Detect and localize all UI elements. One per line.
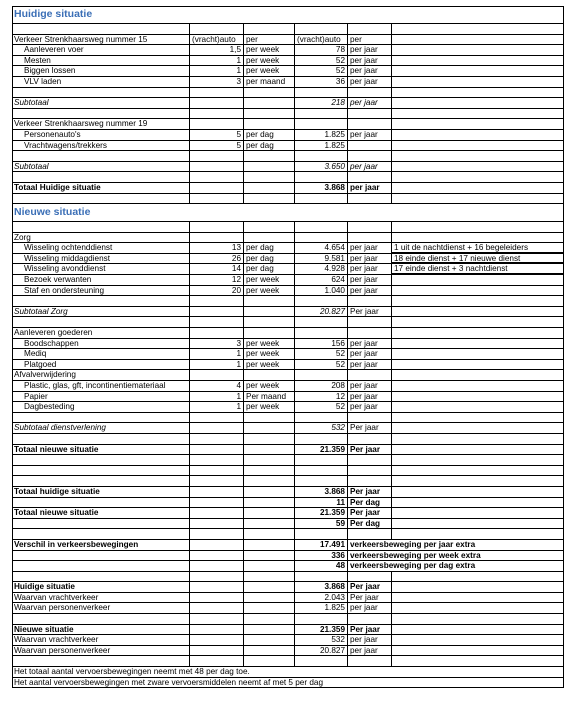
row-label: Boodschappen [12, 339, 190, 349]
row-unit [348, 141, 392, 151]
road-row: Verkeer Strenkhaarsweg nummer 19 [12, 119, 564, 130]
row-count: 5 [190, 130, 244, 140]
row-label: Wisseling ochtenddienst [12, 243, 190, 253]
row-total: 156 [295, 339, 348, 349]
blank-row [12, 455, 564, 466]
summary-row: 59 Per dag [12, 519, 564, 530]
blank-row [12, 434, 564, 445]
row-label: Wisseling avonddienst [12, 264, 190, 274]
table-row [12, 381, 564, 392]
blank-row [12, 24, 564, 35]
blank-row [12, 109, 564, 120]
row-total: 9.581 [295, 254, 348, 264]
section-title: Nieuwe situatie [14, 206, 91, 219]
table-row [12, 264, 564, 275]
row-label: Wisseling middagdienst [12, 254, 190, 264]
table-row [12, 286, 564, 297]
row-label: Staf en ondersteuning [12, 286, 190, 296]
row-label: Dagbesteding [12, 402, 190, 412]
row-period: per dag [244, 243, 295, 253]
row-period: per week [244, 339, 295, 349]
row-count: 13 [190, 243, 244, 253]
blank-row [12, 614, 564, 625]
row-label: Mesten [12, 56, 190, 66]
row-period: per dag [244, 141, 295, 151]
subtotal-row: Subtotaal 3.650 per jaar [12, 162, 564, 173]
row-period: per dag [244, 254, 295, 264]
total-row: Totaal Huidige situatie 3.868 per jaar [12, 183, 564, 194]
row-label: Mediq [12, 349, 190, 359]
summary-row: Totaal nieuwe situatie 21.359 Per jaar [12, 508, 564, 519]
col-per2: per [348, 35, 392, 45]
row-period: per week [244, 360, 295, 370]
table-row [12, 141, 564, 152]
breakdown-row: Nieuwe situatie 21.359 Per jaar [12, 625, 564, 636]
row-period: per week [244, 286, 295, 296]
blank-row [12, 413, 564, 424]
blank-row [12, 572, 564, 583]
row-total: 78 [295, 45, 348, 55]
footer-row [12, 678, 564, 689]
row-total: 1.825 [295, 130, 348, 140]
row-period: Per maand [244, 392, 295, 402]
row-label: Plastic, glas, gft, incontinentiemateriaal [12, 381, 190, 391]
subtotal-row: Subtotaal 218 per jaar [12, 98, 564, 109]
table-row [12, 339, 564, 350]
footer-row [12, 667, 564, 678]
row-count: 20 [190, 286, 244, 296]
row-total: 1.040 [295, 286, 348, 296]
difference-row: 48 verkeersbeweging per dag extra [12, 561, 564, 572]
summary-row: Totaal huidige situatie 3.868 Per jaar [12, 487, 564, 498]
blank-row [12, 172, 564, 183]
row-count: 1,5 [190, 45, 244, 55]
row-unit: per jaar [348, 402, 392, 412]
row-count: 1 [190, 360, 244, 370]
row-unit: per jaar [348, 45, 392, 55]
table-row [12, 243, 564, 254]
row-period: per maand [244, 77, 295, 87]
row-total: 36 [295, 77, 348, 87]
road-label: Verkeer Strenkhaarsweg nummer 15 [12, 35, 190, 45]
blank-row [12, 656, 564, 667]
row-total: 624 [295, 275, 348, 285]
total-row: Totaal nieuwe situatie 21.359 Per jaar [12, 445, 564, 456]
row-period: per week [244, 66, 295, 76]
difference-row: 336 verkeersbeweging per week extra [12, 551, 564, 562]
table-row [12, 77, 564, 88]
blank-row [12, 476, 564, 487]
footer-line: Het totaal aantal vervoersbewegingen neemt met 48 per dag toe. [14, 667, 250, 677]
col-per: per [244, 35, 295, 45]
blank-row [12, 88, 564, 99]
group-row: Zorg [12, 233, 564, 244]
col-auto2: (vracht)auto [295, 35, 348, 45]
spreadsheet [12, 6, 564, 688]
footer-line: Het aantal vervoersbewegingen met zware vervoersmiddelen neemt af met 5 per dag [14, 677, 324, 687]
row-total: 52 [295, 360, 348, 370]
blank-row [12, 222, 564, 233]
row-period: per dag [244, 130, 295, 140]
row-count: 3 [190, 77, 244, 87]
row-unit: per jaar [348, 264, 392, 274]
row-period: per week [244, 402, 295, 412]
row-label: Personenauto's [12, 130, 190, 140]
row-unit: per jaar [348, 286, 392, 296]
row-total: 12 [295, 392, 348, 402]
table-row [12, 254, 564, 265]
row-note: 17 einde dienst + 3 nachtdienst [392, 264, 564, 274]
blank-row [12, 466, 564, 477]
col-auto: (vracht)auto [190, 35, 244, 45]
blank-row [12, 296, 564, 307]
table-row [12, 392, 564, 403]
row-total: 52 [295, 402, 348, 412]
row-label: Aanleveren voer [12, 45, 190, 55]
row-total: 52 [295, 349, 348, 359]
row-label: Bezoek verwanten [12, 275, 190, 285]
row-unit: per jaar [348, 360, 392, 370]
row-note [392, 275, 564, 285]
summary-row: 11 Per dag [12, 498, 564, 509]
row-count: 1 [190, 349, 244, 359]
row-unit: per jaar [348, 349, 392, 359]
row-unit: per jaar [348, 381, 392, 391]
row-label: VLV laden [12, 77, 190, 87]
row-unit: per jaar [348, 392, 392, 402]
row-count: 5 [190, 141, 244, 151]
row-total: 208 [295, 381, 348, 391]
table-row [12, 349, 564, 360]
section-header-nieuw [12, 204, 564, 222]
row-note: 1 uit de nachtdienst + 16 begeleiders [392, 243, 564, 253]
row-total: 52 [295, 56, 348, 66]
row-unit: per jaar [348, 243, 392, 253]
row-period: per week [244, 45, 295, 55]
row-label: Platgoed [12, 360, 190, 370]
group-row: Aanleveren goederen [12, 328, 564, 339]
breakdown-row: Waarvan vrachtverkeer 2.043 Per jaar [12, 593, 564, 604]
blank-row [12, 194, 564, 205]
table-row [12, 402, 564, 413]
row-unit: per jaar [348, 66, 392, 76]
row-unit: per jaar [348, 77, 392, 87]
subtotal-row: Subtotaal Zorg 20.827 Per jaar [12, 307, 564, 318]
difference-row: Verschil in verkeersbewegingen 17.491 verkeersbeweging per jaar extra [12, 540, 564, 551]
table-row [12, 66, 564, 77]
table-row [12, 130, 564, 141]
row-total: 52 [295, 66, 348, 76]
group-row: Afvalverwijdering [12, 370, 564, 381]
row-count: 1 [190, 402, 244, 412]
breakdown-row: Waarvan vrachtverkeer 532 per jaar [12, 635, 564, 646]
row-label: Papier [12, 392, 190, 402]
row-count: 14 [190, 264, 244, 274]
section-header-huidig [12, 6, 564, 24]
table-row [12, 56, 564, 67]
breakdown-row: Huidige situatie 3.868 Per jaar [12, 582, 564, 593]
row-count: 1 [190, 56, 244, 66]
row-count: 4 [190, 381, 244, 391]
row-count: 12 [190, 275, 244, 285]
subtotal-row: Subtotaal dienstverlening 532 Per jaar [12, 423, 564, 434]
row-period: per week [244, 381, 295, 391]
row-total: 4.928 [295, 264, 348, 274]
breakdown-row: Waarvan personenverkeer 20.827 per jaar [12, 646, 564, 657]
row-count: 1 [190, 66, 244, 76]
row-unit: per jaar [348, 275, 392, 285]
row-unit: per jaar [348, 339, 392, 349]
row-unit: per jaar [348, 56, 392, 66]
blank-row [12, 317, 564, 328]
row-unit: per jaar [348, 130, 392, 140]
blank-row [12, 529, 564, 540]
row-unit: per jaar [348, 254, 392, 264]
table-row [12, 275, 564, 286]
row-period: per week [244, 349, 295, 359]
row-label: Biggen lossen [12, 66, 190, 76]
row-count: 26 [190, 254, 244, 264]
row-label: Vrachtwagens/trekkers [12, 141, 190, 151]
row-period: per dag [244, 264, 295, 274]
row-period: per week [244, 56, 295, 66]
breakdown-row: Waarvan personenverkeer 1.825 per jaar [12, 603, 564, 614]
table-row [12, 360, 564, 371]
row-period: per week [244, 275, 295, 285]
section-title: Huidige situatie [14, 8, 93, 20]
table-row [12, 45, 564, 56]
row-total: 1.825 [295, 141, 348, 151]
row-note: 18 einde dienst + 17 nieuwe dienst [392, 254, 564, 264]
row-note [392, 286, 564, 296]
row-count: 3 [190, 339, 244, 349]
row-count: 1 [190, 392, 244, 402]
column-header-row [12, 35, 564, 46]
blank-row [12, 151, 564, 162]
row-total: 4.654 [295, 243, 348, 253]
